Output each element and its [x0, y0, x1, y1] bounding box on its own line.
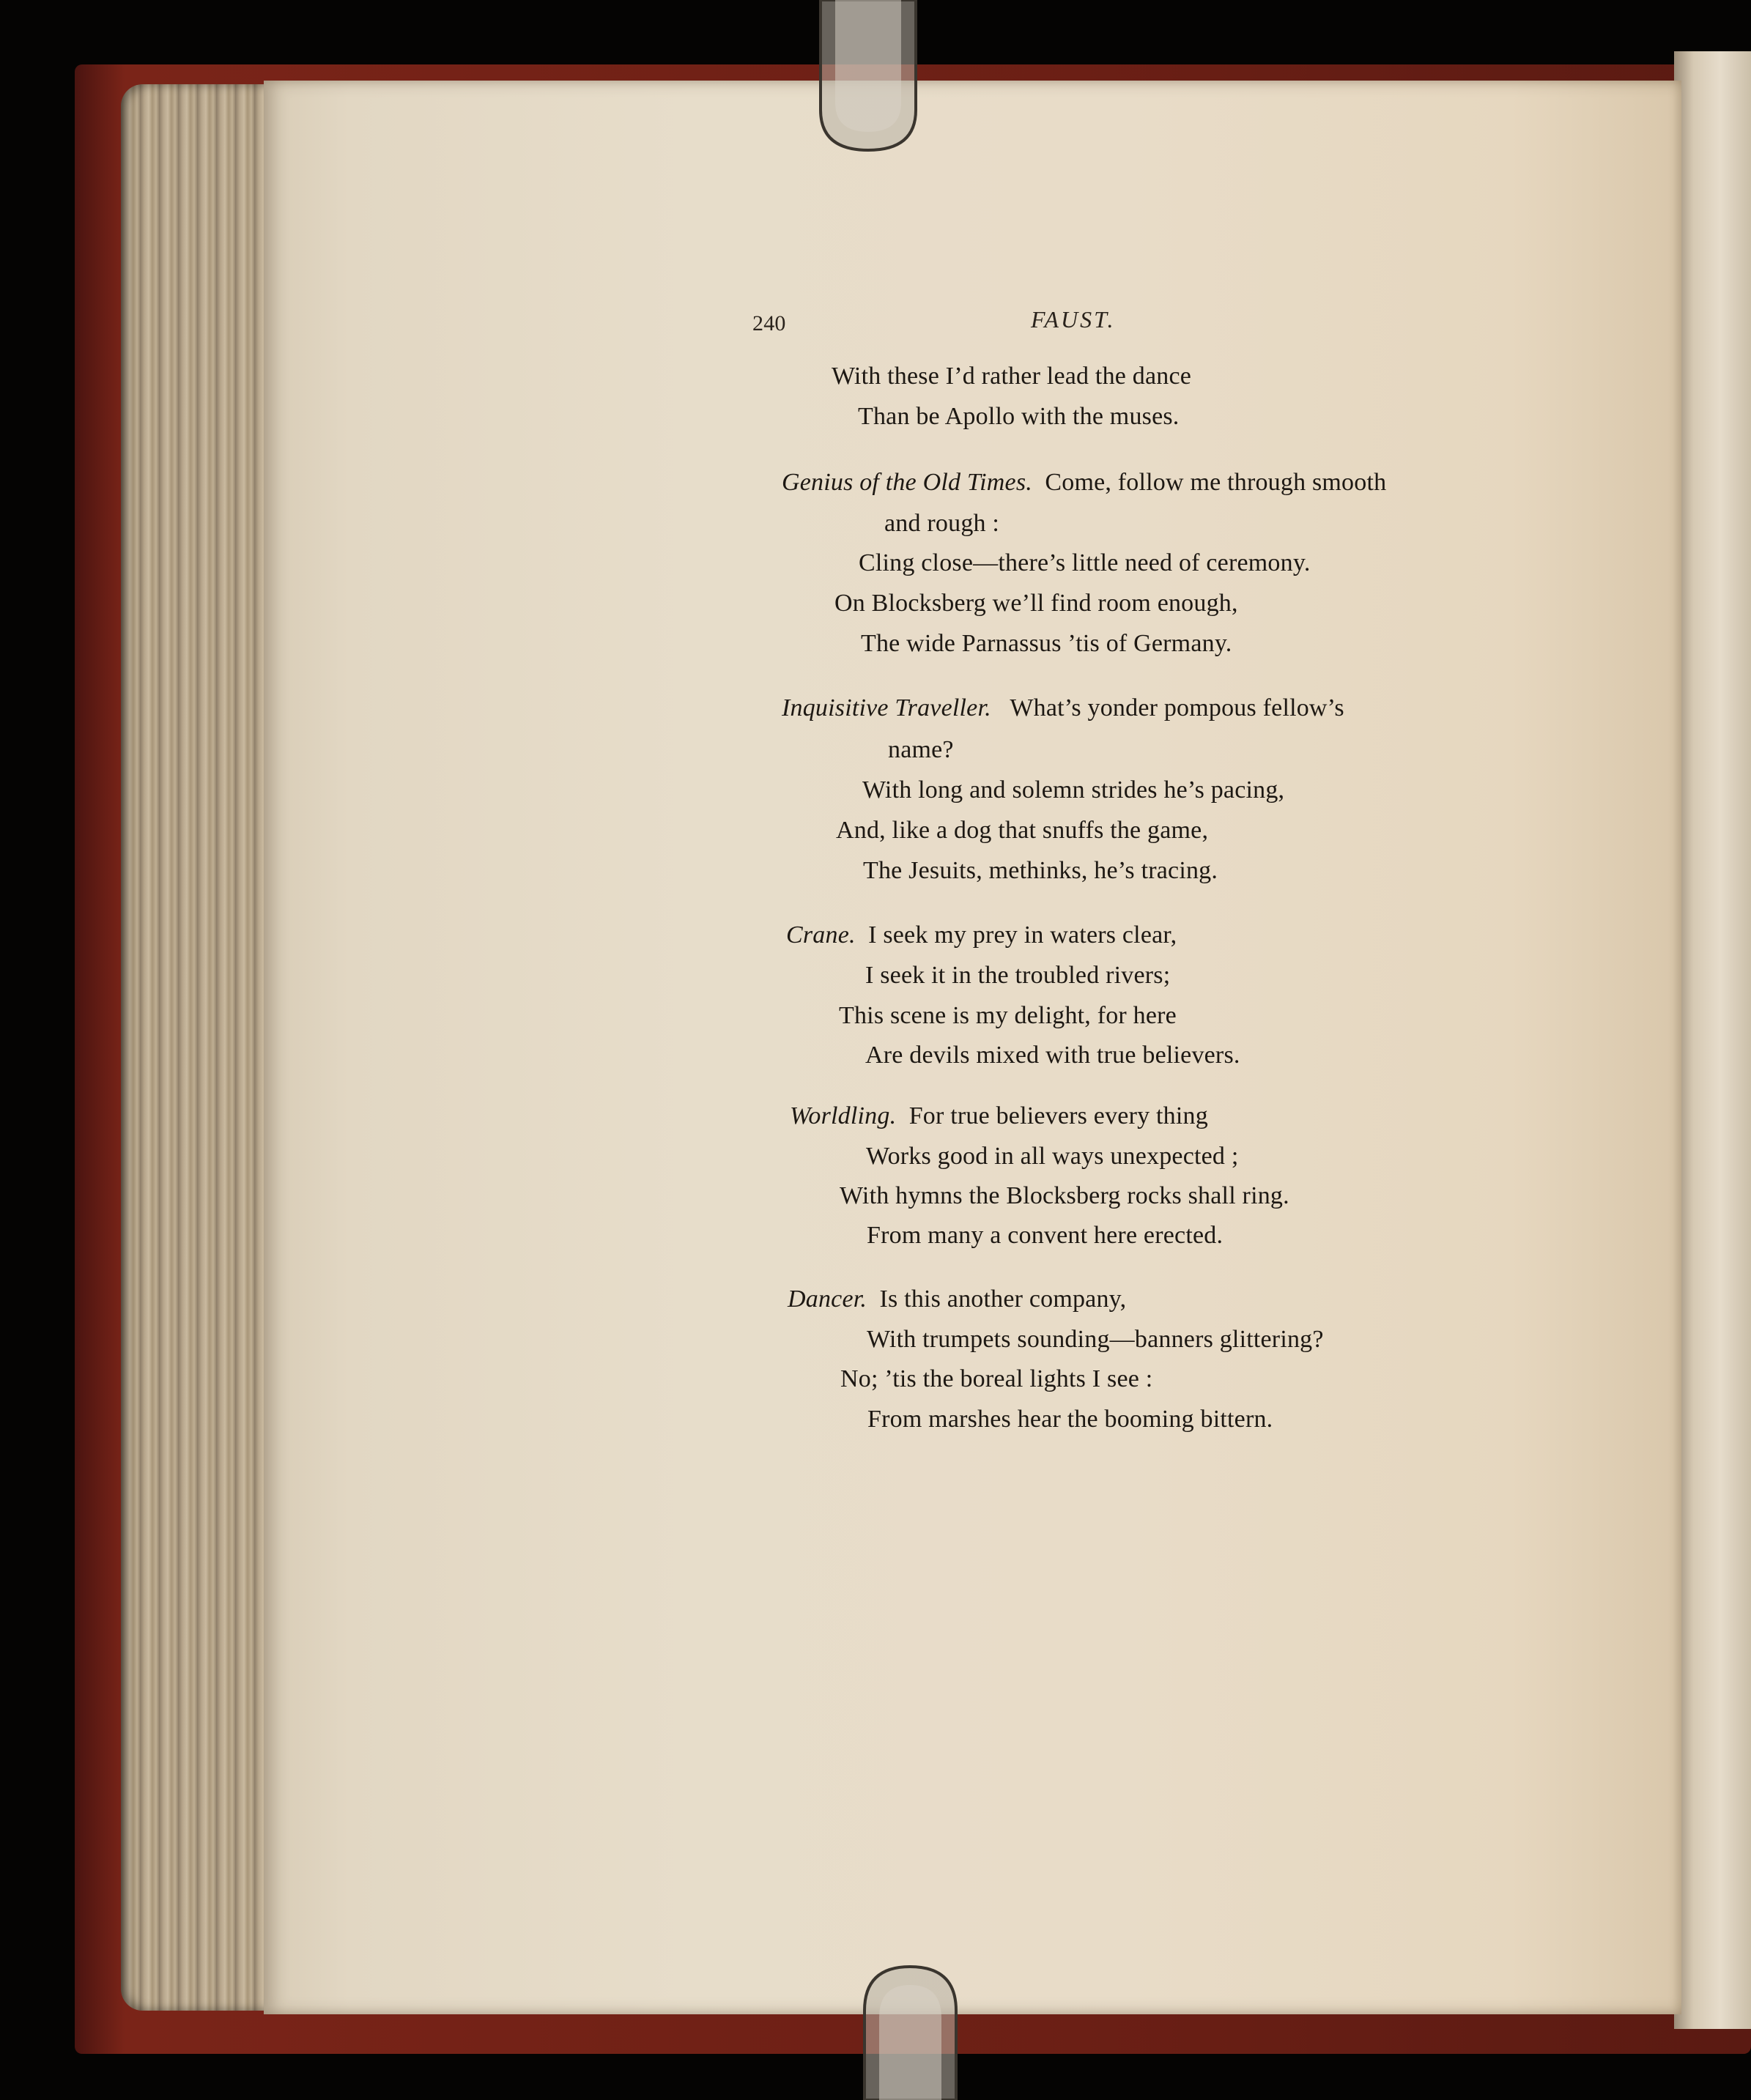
- speaker-name: Crane.: [786, 921, 856, 949]
- verse-text: Is this another company,: [879, 1285, 1127, 1313]
- verse-line: and rough :: [884, 510, 1000, 537]
- verse-line: The wide Parnassus ’tis of Germany.: [861, 630, 1232, 657]
- verse-line: name?: [888, 736, 954, 763]
- verse-line: Than be Apollo with the muses.: [858, 403, 1180, 430]
- speech-first-line: [790, 1102, 1208, 1130]
- speaker-name: Inquisitive Traveller.: [782, 694, 991, 721]
- verse-line: I seek it in the troubled rivers;: [865, 962, 1171, 989]
- verse-line: This scene is my delight, for here: [839, 1002, 1177, 1029]
- verse-text: I seek my prey in waters clear,: [868, 921, 1177, 949]
- verse-text: For true believers every thing: [908, 1102, 1208, 1129]
- verse-line: Are devils mixed with true believers.: [865, 1042, 1240, 1069]
- verse-text: What’s yonder pompous fellow’s: [1010, 694, 1344, 721]
- verse-line: The Jesuits, methinks, he’s tracing.: [863, 857, 1218, 884]
- speaker-name: Dancer.: [788, 1285, 867, 1313]
- verse-line: From marshes hear the booming bittern.: [867, 1406, 1273, 1433]
- speech-first-line: [786, 921, 1177, 949]
- page-number: 240: [752, 311, 786, 335]
- speech-first-line: [782, 694, 1344, 722]
- verse-text: Come, follow me through smooth: [1045, 469, 1387, 496]
- speaker-name: Worldling.: [790, 1102, 897, 1129]
- verse-line: Cling close—there’s little need of ceremony.: [859, 549, 1311, 576]
- verse-line: Works good in all ways unexpected ;: [866, 1143, 1239, 1170]
- verse-line: And, like a dog that snuffs the game,: [836, 817, 1209, 844]
- speech-first-line: [782, 469, 1386, 497]
- verse-line: No; ’tis the boreal lights I see :: [840, 1365, 1153, 1392]
- speaker-name: Genius of the Old Times.: [782, 469, 1032, 496]
- verse-line: With hymns the Blocksberg rocks shall ring.: [840, 1182, 1289, 1209]
- verse-line: On Blocksberg we’ll find room enough,: [834, 590, 1238, 617]
- speech-first-line: [788, 1285, 1126, 1313]
- verse-line: From many a convent here erected.: [867, 1222, 1224, 1249]
- running-title: FAUST.: [1031, 306, 1116, 333]
- verse-line: With trumpets sounding—banners glittering?: [867, 1326, 1324, 1353]
- verse-line: With long and solemn strides he’s pacing,: [862, 776, 1285, 804]
- verse-line: With these I’d rather lead the dance: [832, 363, 1192, 390]
